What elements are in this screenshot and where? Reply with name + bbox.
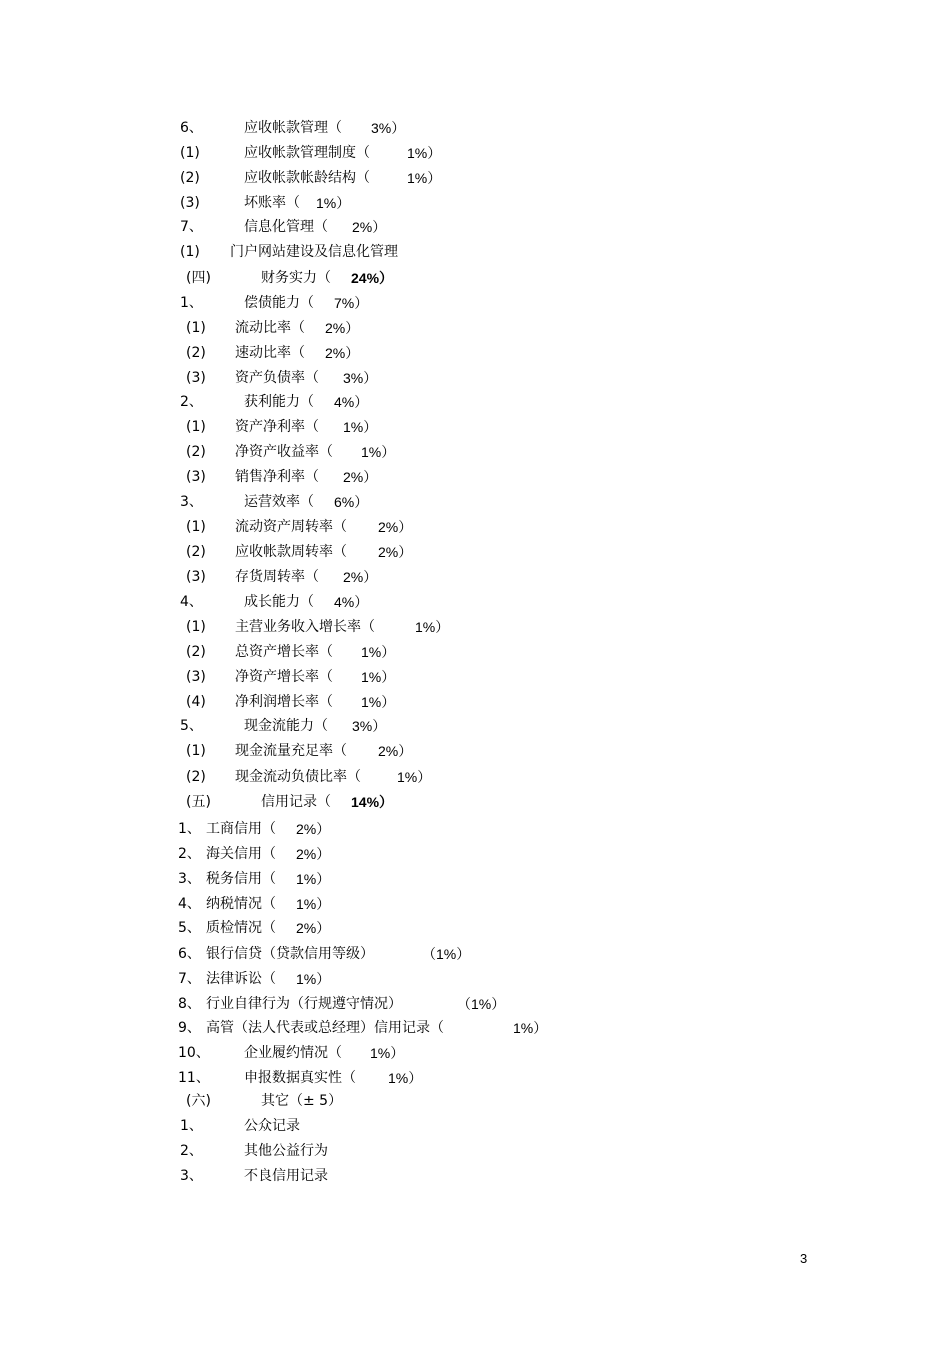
item-number: 5、 — [180, 718, 203, 734]
item-text: 净资产增长率（ — [235, 669, 333, 685]
item-number: 3、 — [180, 494, 203, 510]
item-text: 申报数据真实性（ — [244, 1070, 356, 1086]
item-text: 存货周转率（ — [235, 569, 319, 585]
item-weight: 14%） — [351, 794, 394, 810]
item-weight: 1%） — [388, 1070, 423, 1086]
item-weight: 1%） — [296, 871, 331, 887]
item-weight: （1%） — [457, 996, 506, 1012]
item-number: 1、 — [180, 1118, 203, 1134]
item-number: (1) — [186, 619, 206, 635]
item-text: 税务信用（ — [206, 871, 276, 887]
item-number: (3) — [186, 569, 206, 585]
item-text: 其他公益行为 — [244, 1143, 328, 1159]
item-weight: 1%） — [296, 971, 331, 987]
item-number: 8、 — [178, 996, 201, 1012]
item-weight: 1%） — [361, 644, 396, 660]
item-weight: 2%） — [296, 920, 331, 936]
item-text: 资产净利率（ — [235, 419, 319, 435]
item-text: 流动资产周转率（ — [235, 519, 347, 535]
item-text: 海关信用（ — [206, 846, 276, 862]
item-text: 应收帐款周转率（ — [235, 544, 347, 560]
item-number: 7、 — [180, 219, 203, 235]
item-text: 获利能力（ — [244, 394, 314, 410]
item-weight: 1%） — [361, 669, 396, 685]
item-text: 不良信用记录 — [244, 1168, 328, 1184]
item-text: 运营效率（ — [244, 494, 314, 510]
item-weight: 6%） — [334, 494, 369, 510]
item-text: 总资产增长率（ — [235, 644, 333, 660]
item-number: (2) — [186, 444, 206, 460]
item-text: 应收帐款帐龄结构（ — [244, 170, 370, 186]
item-weight: 24%） — [351, 270, 394, 286]
item-text: 现金流能力（ — [244, 718, 328, 734]
item-number: (六) — [186, 1093, 211, 1109]
item-weight: 2%） — [296, 846, 331, 862]
item-text: 高管（法人代表或总经理）信用记录（ — [206, 1020, 444, 1036]
item-number: (2) — [186, 345, 206, 361]
item-weight: 1%） — [407, 145, 442, 161]
item-weight: 2%） — [296, 821, 331, 837]
item-number: 4、 — [180, 594, 203, 610]
item-text: 纳税情况（ — [206, 896, 276, 912]
item-text: 行业自律行为（行规遵守情况） — [206, 996, 402, 1012]
item-weight: 2%） — [325, 345, 360, 361]
item-weight: 1%） — [361, 694, 396, 710]
item-weight: 1%） — [513, 1020, 548, 1036]
item-number: (2) — [180, 170, 200, 186]
item-number: (4) — [186, 694, 206, 710]
item-text: 其它（± 5） — [261, 1093, 343, 1109]
item-number: (3) — [186, 669, 206, 685]
item-weight: 3%） — [371, 120, 406, 136]
item-number: (3) — [186, 370, 206, 386]
item-weight: 1%） — [407, 170, 442, 186]
item-text: 主营业务收入增长率（ — [235, 619, 375, 635]
item-text: 法律诉讼（ — [206, 971, 276, 987]
item-number: (五) — [186, 794, 211, 810]
item-number: 1、 — [180, 295, 203, 311]
item-number: 4、 — [178, 896, 201, 912]
item-number: (2) — [186, 769, 206, 785]
item-text: 质检情况（ — [206, 920, 276, 936]
item-weight: （1%） — [422, 946, 471, 962]
item-weight: 1%） — [397, 769, 432, 785]
item-weight: 3%） — [343, 370, 378, 386]
item-number: 9、 — [178, 1020, 201, 1036]
item-text: 速动比率（ — [235, 345, 305, 361]
item-weight: 4%） — [334, 594, 369, 610]
item-number: (3) — [180, 195, 200, 211]
item-number: 3、 — [178, 871, 201, 887]
item-weight: 1%） — [415, 619, 450, 635]
item-number: (1) — [186, 320, 206, 336]
item-weight: 2%） — [378, 743, 413, 759]
item-number: 6、 — [178, 946, 201, 962]
item-number: (1) — [180, 145, 200, 161]
item-number: 2、 — [180, 394, 203, 410]
item-text: 公众记录 — [244, 1118, 300, 1134]
item-weight: 2%） — [343, 569, 378, 585]
item-text: 偿债能力（ — [244, 295, 314, 311]
item-text: 净资产收益率（ — [235, 444, 333, 460]
item-number: (2) — [186, 644, 206, 660]
item-text: 应收帐款管理制度（ — [244, 145, 370, 161]
item-text: 门户网站建设及信息化管理 — [230, 244, 398, 260]
page-number: 3 — [800, 1251, 808, 1266]
item-text: 应收帐款管理（ — [244, 120, 342, 136]
item-number: (3) — [186, 469, 206, 485]
item-text: 流动比率（ — [235, 320, 305, 336]
item-text: 财务实力（ — [261, 270, 331, 286]
item-text: 净利润增长率（ — [235, 694, 333, 710]
item-text: 资产负债率（ — [235, 370, 319, 386]
item-number: (2) — [186, 544, 206, 560]
item-weight: 2%） — [378, 544, 413, 560]
item-weight: 1%） — [316, 195, 351, 211]
item-number: (1) — [186, 419, 206, 435]
item-weight: 1%） — [296, 896, 331, 912]
item-weight: 2%） — [343, 469, 378, 485]
item-number: 2、 — [178, 846, 201, 862]
item-weight: 1%） — [343, 419, 378, 435]
item-weight: 2%） — [378, 519, 413, 535]
item-text: 信息化管理（ — [244, 219, 328, 235]
item-number: 1、 — [178, 821, 201, 837]
item-text: 企业履约情况（ — [244, 1045, 342, 1061]
item-number: (四) — [186, 270, 211, 286]
item-weight: 4%） — [334, 394, 369, 410]
item-number: 3、 — [180, 1168, 203, 1184]
item-text: 银行信贷（贷款信用等级） — [206, 946, 374, 962]
item-number: (1) — [186, 743, 206, 759]
item-number: 7、 — [178, 971, 201, 987]
item-text: 工商信用（ — [206, 821, 276, 837]
item-number: 6、 — [180, 120, 203, 136]
item-weight: 1%） — [361, 444, 396, 460]
item-text: 现金流量充足率（ — [235, 743, 347, 759]
item-text: 现金流动负债比率（ — [235, 769, 361, 785]
item-number: (1) — [186, 519, 206, 535]
item-weight: 3%） — [352, 718, 387, 734]
item-number: 11、 — [178, 1070, 210, 1086]
item-weight: 1%） — [370, 1045, 405, 1061]
item-number: 2、 — [180, 1143, 203, 1159]
item-number: (1) — [180, 244, 200, 260]
item-text: 信用记录（ — [261, 794, 331, 810]
item-weight: 2%） — [352, 219, 387, 235]
item-weight: 2%） — [325, 320, 360, 336]
item-number: 10、 — [178, 1045, 210, 1061]
item-text: 坏账率（ — [244, 195, 300, 211]
item-weight: 7%） — [334, 295, 369, 311]
item-text: 成长能力（ — [244, 594, 314, 610]
item-number: 5、 — [178, 920, 201, 936]
item-text: 销售净利率（ — [235, 469, 319, 485]
